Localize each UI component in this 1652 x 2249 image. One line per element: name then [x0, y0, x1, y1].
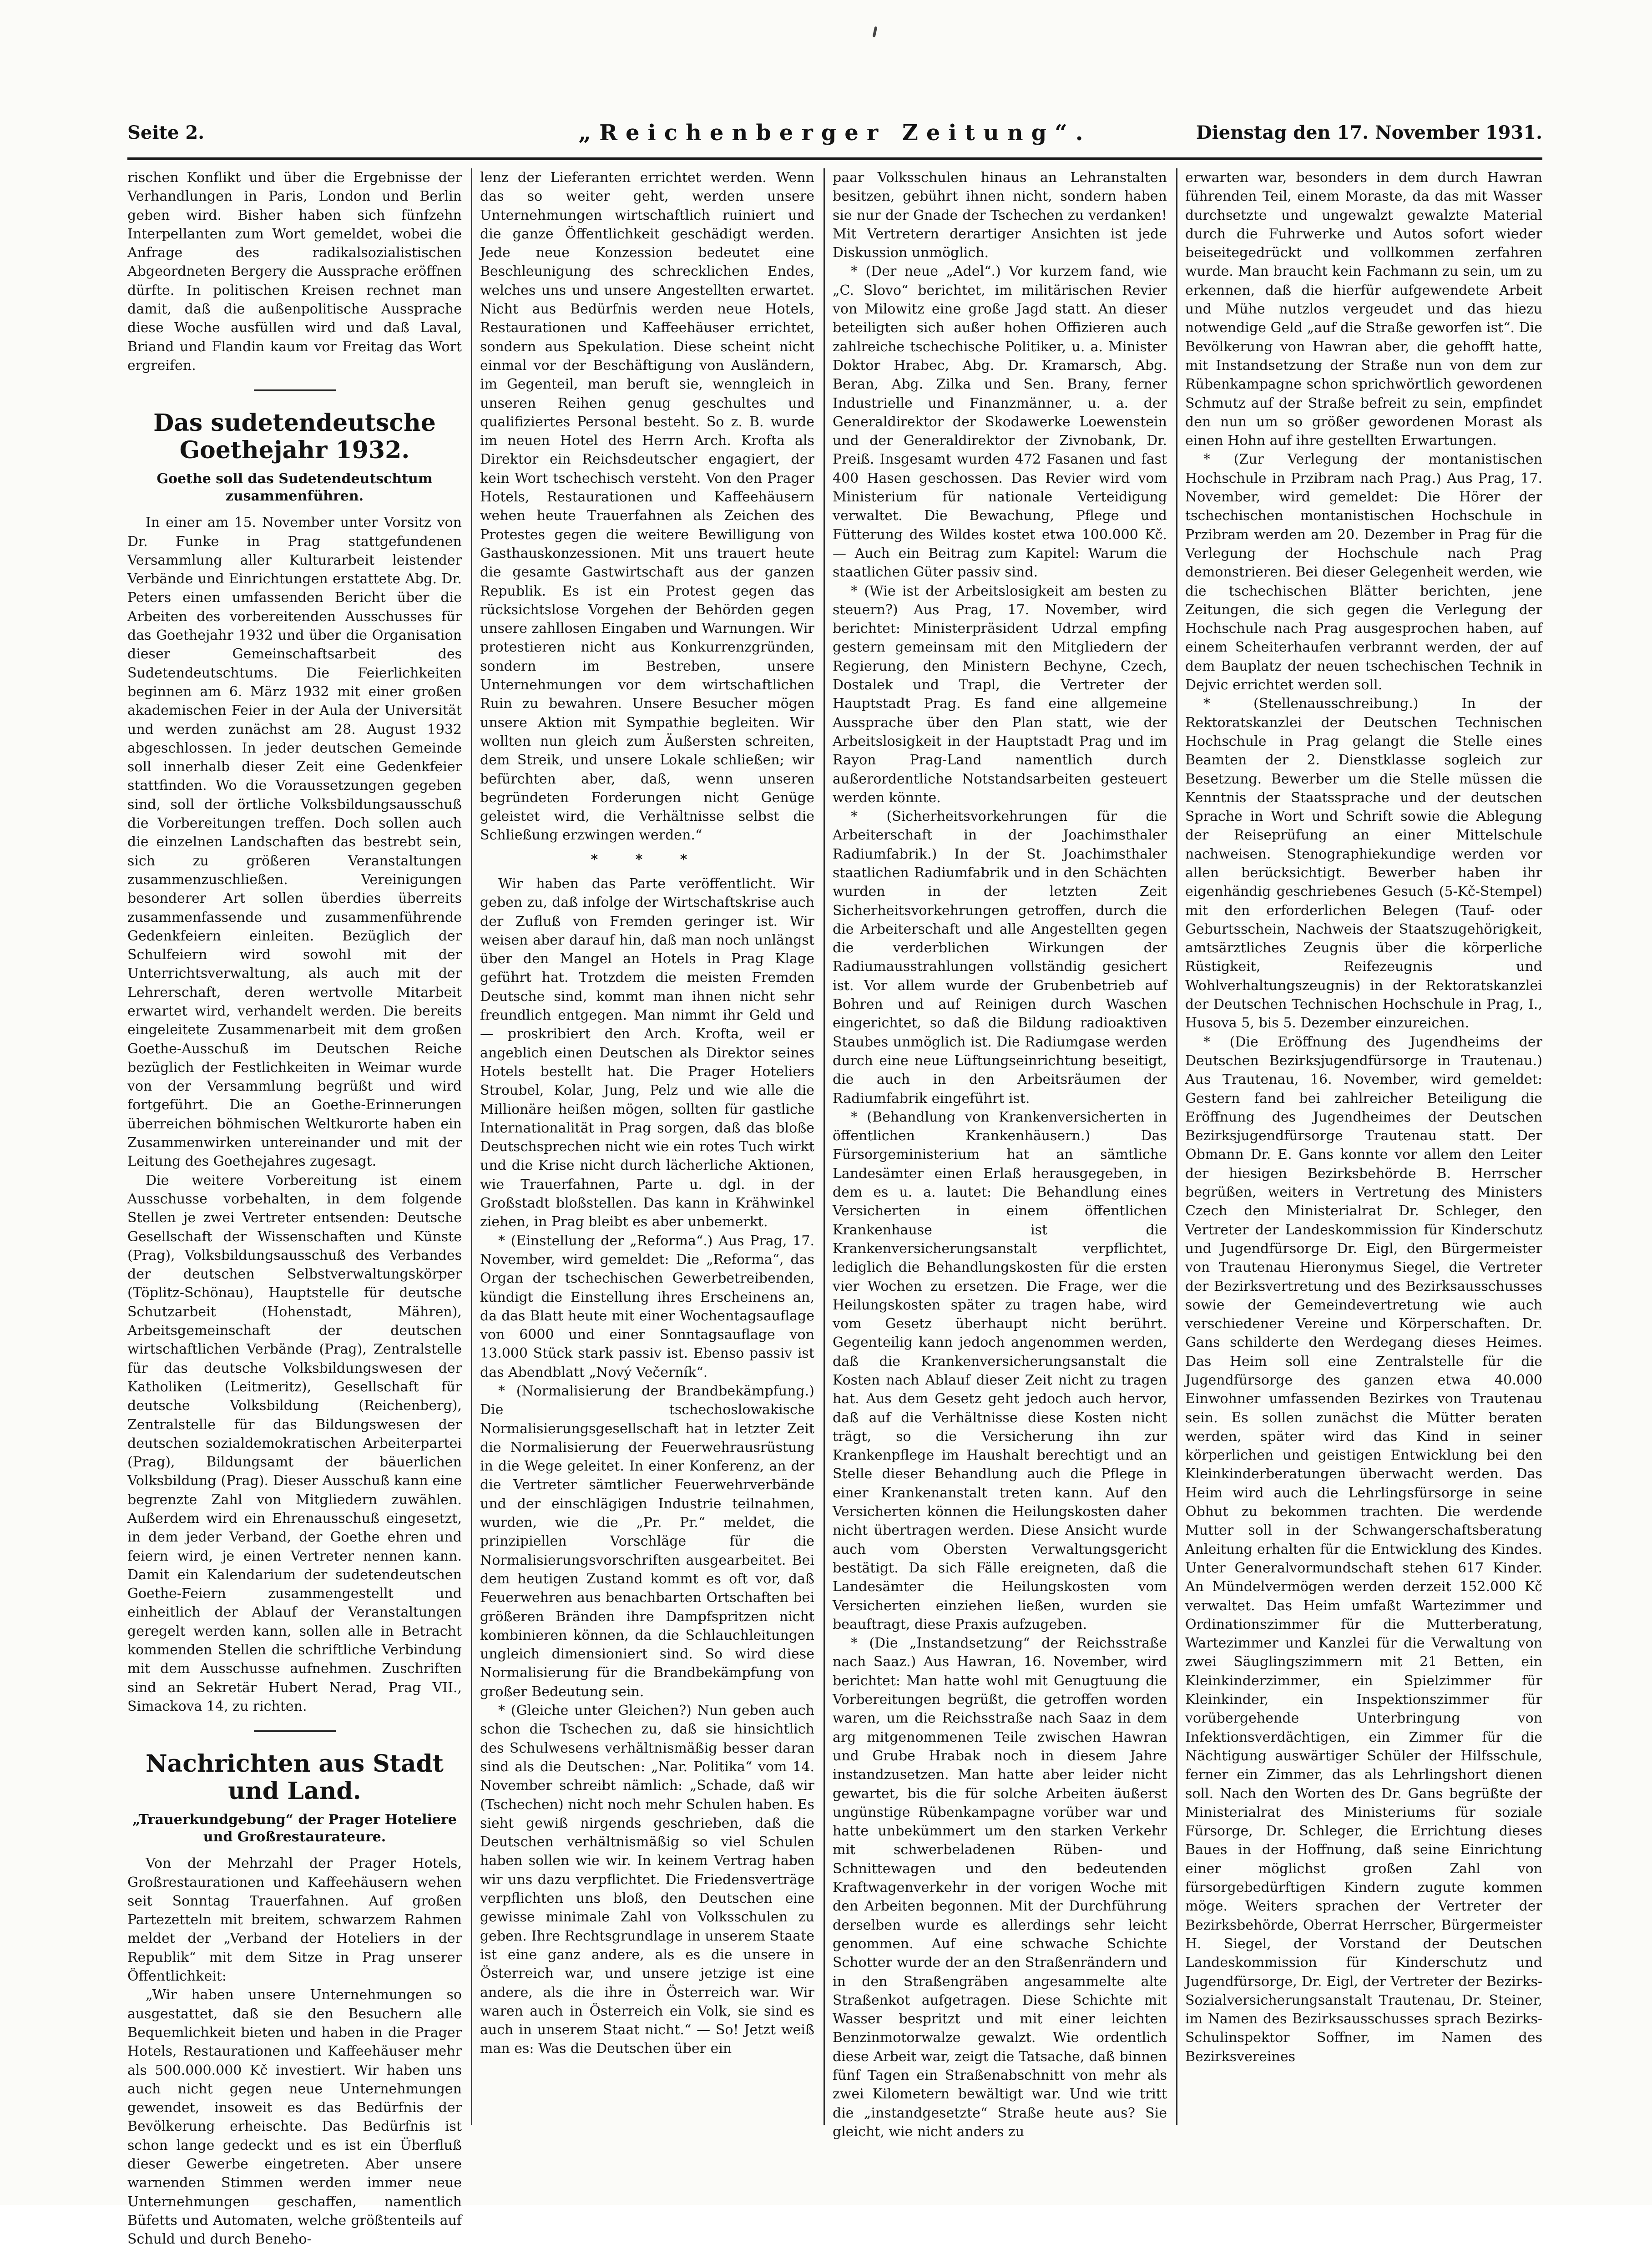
column-rule	[471, 168, 472, 2125]
article-subheading-goethe: Goethe soll das Sudetendeutschtum zusammenführen.	[157, 471, 433, 505]
section-heading-nachrichten: Nachrichten aus Stadt und Land.	[146, 1750, 444, 1805]
article-paragraph: In einer am 15. November unter Vorsitz von Dr. Funke in Prag stattgefundenen Versammlung aller Kulturarbeit leistender Verbände und Einrichtungen erstattete Abg. Dr. Peters einen umfassenden Bericht über die Arbeiten des vorbereitenden Ausschusses für das Goethejahr 1932 und über die Organisation dieser Gemeinschaftsarbeit des Sudetendeutschtums. Die Feierlichkeiten beginnen am 6. März 1932 mit einer großen akademischen Feier in der Aula der Universität und werden zunächst am 28. August 1932 abgeschlossen. In jeder deutschen Gemeinde soll innerhalb dieser Zeit eine Gedenkfeier stattfinden. Wo die Voraussetzungen gegeben sind, soll der örtliche Volksbildungsausschuß die Vorbereitungen treffen. Doch sollen auch die einzelnen Landschaften das bestrebt sein, sich zu größeren Veranstaltungen zusammenzuschließen. Vereinigungen besonderer Art sollen überdies überreits zusammenfassende und zusammenführende Gedenkfeiern einleiten. Bezüglich der Schulfeiern wird sowohl mit der Unterrichtsverwaltung, als auch mit der Lehrerschaft, deren wertvolle Mitarbeit erwartet wird, verhandelt werden. Die bereits eingeleitete Zusammenarbeit mit dem großen Goethe-Ausschuß im Deutschen Reiche bezüglich der Festlichkeiten in Weimar wurde von der Versammlung begrüßt und wird fortgeführt. Die an Goethe-Erinnerungen überreichen böhmischen Weltkurorte haben ein Zusammenwirken untereinander und mit der Leitung des Goethejahres zugesagt.	[127, 515, 462, 1170]
news-item-reichsstrasse: * (Die „Instandsetzung“ der Reichsstraße nach Saaz.) Aus Hawran, 16. November, wird berichtet: Man hatte wohl mit Genugtuung die Vorbereitungen begrüßt, die getroffen worden waren, um die Reichsstraße nach Saaz in dem arg mitgenommenen Teile zwischen Hawran und Grube Hrabak noch in diesem Jahre instandzusetzen. Man hatte aber leider nicht gewartet, bis die für solche Arbeiten äußerst ungünstige Rübenkampagne vorüber war und hatte unbekümmert um den starken Verkehr mit schwerbeladenen Rüben- und Schnittewagen und den bedeutenden Kraftwagenverkehr in der vorigen Woche mit den Arbeiten begonnen. Mit der Durchführung derselben wurde es allerdings sehr leicht genommen. Auf eine schwache Schichte Schotter wurde der an den Straßenrändern und in den Straßengräben angesammelte alte Straßenkot aufgetragen. Diese Schichte mit Wasser bespritzt und mit einer leichten Benzinmotorwalze gewalzt. Wie ordentlich diese Arbeit war, zeigt die Tatsache, daß binnen fünf Tagen ein Straßenabschnitt von mehr als zwei Kilometern bewältigt war. Und wie tritt die „instandgesetzte“ Straße heute aus? Sie gleicht, wie nicht anders zu	[833, 1635, 1167, 2140]
column-2	[480, 168, 814, 2125]
news-item-stellenausschreibung: * (Stellenausschreibung.) In der Rektoratskanzlei der Deutschen Technischen Hochschule in Prag gelangt die Stelle eines Beamten der 2. Dienstklasse sogleich zur Besetzung. Bewerber um die Stelle müssen die Kenntnis der Staatssprache und der deutschen Sprache in Wort und Schrift sowie die Ablegung der Reiseprüfung an einer Mittelschule nachweisen. Stenographiekundige werden vor allen berücksichtigt. Bewerber haben ihr eigenhändig geschriebenes Gesuch (5-Kč-Stempel) mit den erforderlichen Belegen (Tauf- oder Geburtsschein, Nachweis der Staatszugehörigkeit, amtsärztliches Zeugnis über die körperliche Rüstigkeit, Reifezeugnis und Wohlverhaltungszeugnis) in der Rektoratskanzlei der Deutschen Technischen Hochschule in Prag, I., Husova 5, bis 5. Dezember einzureichen.	[1185, 696, 1542, 1031]
news-item-brandbekaempfung: * (Normalisierung der Brandbekämpfung.) Die tschechoslowakische Normalisierungsgesellschaft hat in letzter Zeit die Normalisierung der Feuerwehrausrüstung in die Wege geleitet. In einer Konferenz, an der die Vertreter sämtlicher Feuerwehrverbände und der einschlägigen Industrie teilnahmen, wurden, wie die „Pr. Pr.“ meldet, die prinzipiellen Vorschläge für die Normalisierungsvorschriften ausgearbeitet. Bei dem heutigen Zustand kommt es oft vor, daß Feuerwehren aus benachbarten Ortschaften bei größeren Bränden ihre Dampfspritzen nicht kombinieren können, da die Schlauchleitungen ungleich dimensioniert sind. So wird diese Normalisierung für die Brandbekämpfung von großer Bedeutung sein.	[480, 1383, 814, 1700]
stars-divider: * * *	[591, 851, 704, 868]
section-divider	[254, 1730, 336, 1732]
article-heading-goethejahr: Das sudetendeutsche Goethejahr 1932.	[153, 409, 436, 465]
ink-speck	[873, 26, 878, 38]
page-number: Seite 2.	[127, 122, 205, 143]
article-paragraph: Von der Mehrzahl der Prager Hotels, Großrestaurationen und Kaffeehäusern wehen seit Sonntag Trauerfahnen. Auf großen Partezetteln mit breitem, schwarzem Rahmen meldet der „Verband der Hoteliers in der Republik“ mit dem Sitze in Prag unserer Öffentlichkeit:	[127, 1855, 462, 1985]
masthead	[127, 122, 1542, 155]
news-item-hochschule: * (Zur Verlegung der montanistischen Hochschule in Przibram nach Prag.) Aus Prag, 17. November, wird gemeldet: Die Hörer der tschechischen montanistischen Hochschule in Przibram werden am 20. Dezember in Prag für die Verlegung der Hochschule nach Prag demonstrieren. Bei dieser Gelegenheit werden, wie die tschechischen Blätter berichten, jene Zeitungen, die sich gegen die Verlegung der Hochschule nach Prag ausgesprochen haben, auf einem Scheiterhaufen verbrannt werden, der auf dem Bauplatz der neuen tschechischen Technik in Dejvic errichtet werden soll.	[1185, 451, 1542, 693]
news-item-radiumfabrik: * (Sicherheitsvorkehrungen für die Arbeiterschaft in der Joachimsthaler Radiumfabrik.) In der St. Joachimsthaler staatlichen Radiumfabrik und in den Schächten wurden in der letzten Zeit Sicherheitsvorkehrungen getroffen, durch die die Arbeiterschaft und alle Angestellten gegen die verderblichen Wirkungen der Radiumausstrahlungen vollständig gesichert ist. Vor allem wurde der Grubenbetrieb auf Bohren und auf Reinigen durch Waschen eingerichtet, so daß die Bildung radioaktiven Staubes unmöglich ist. Die Radiumgase werden durch eine neue Lüftungseinrichtung beseitigt, die auch in den Arbeitsräumen der Radiumfabrik eingeführt ist.	[833, 809, 1167, 1107]
article-subheading-trauerkundgebung: „Trauerkundgebung“ der Prager Hoteliere und Großrestaurateure.	[132, 1812, 457, 1845]
news-item-adel: * (Der neue „Adel“.) Vor kurzem fand, wie „C. Slovo“ berichtet, im militärischen Revier von Milowitz eine große Jagd statt. An dieser beteiligten sich außer hohen Offizieren auch zahlreiche tschechische Politiker, u. a. Minister Doktor Hrabec, Abg. Dr. Kramarsch, Abg. Beran, Abg. Zilka und Sen. Brany, ferner Industrielle und Finanzmänner, u. a. der Generaldirektor der Skodawerke Loewenstein und der Generaldirektor der Zivnobank, Dr. Preiß. Insgesamt wurden 472 Fasanen und fast 400 Hasen geschossen. Das Revier wird vom Ministerium für nationale Verteidigung verwaltet. Die Bewachung, Pflege und Fütterung des Wildes kostet etwa 100.000 Kč. — Auch ein Beitrag zum Kapitel: Warum die staatlichen Güter passiv sind.	[833, 263, 1167, 581]
masthead-rule	[127, 157, 1542, 160]
article-continuation: paar Volksschulen hinaus an Lehranstalten besitzen, gebührt ihnen nicht, sondern haben sie nur der Gnade der Tschechen zu verdanken! Mit Vertretern derartiger Ansichten ist jede Diskussion unmöglich.	[833, 170, 1167, 261]
news-item-gleiche: * (Gleiche unter Gleichen?) Nun geben auch schon die Tschechen zu, daß sie hinsichtlich des Schulwesens verhältnismäßig besser daran sind als die Deutschen: „Nar. Politika“ vom 14. November schreibt nämlich: „Schade, daß wir (Tschechen) nicht noch mehr Schulen haben. Es sieht gewiß nirgends geschrieben, daß die Deutschen verhältnismäßig so viel Schulen haben sollen wie wir. In keinem Vertrag haben wir uns dazu verpflichtet. Die Friedensverträge verpflichten uns bloß, den Deutschen eine gewisse minimale Zahl von Volksschulen zu geben. Ihre Rechtsgrundlage in unserem Staate ist eine ganz andere, als es die unsere in Österreich war, und unsere jetzige ist eine andere, als die ihre in Österreich war. Wir waren auch in Österreich ein Volk, sie sind es auch in unserem Staat nicht.“ — So! Jetzt weiß man es: Was die Deutschen über ein	[480, 1703, 814, 2057]
article-paragraph: „Wir haben unsere Unternehmungen so ausgestattet, daß sie den Besuchern alle Bequemlichkeit bieten und haben in die Prager Hotels, Restaurationen und Kaffeehäuser mehr als 500.000.000 Kč investiert. Wir haben uns auch nicht gegen neue Unternehmungen gewendet, insoweit es das Bedürfnis der Bevölkerung erheischte. Das Bedürfnis ist schon lange gedeckt und es ist ein Überfluß dieser Gewerbe eingetreten. Aber unsere warnenden Stimmen werden immer neue Unternehmungen geschaffen, namentlich Büfetts und Automaten, welche größtenteils auf Schuld und durch Beneho-	[127, 1987, 462, 2248]
article-continuation: erwarten war, besonders in dem durch Hawran führenden Teil, einem Moraste, da das mit Wasser durchsetzte und ungewalzt gewalzte Material durch die Fuhrwerke und Autos sofort wieder beiseitegedrückt und vollkommen zerfahren wurde. Man braucht kein Fachmann zu sein, um zu erkennen, daß die hierfür aufgewendete Arbeit und Mühe nutzlos vergeudet und das hiezu notwendige Geld „auf die Straße geworfen ist“. Die Bevölkerung von Hawran aber, die gehofft hatte, mit Instandsetzung der Straße nun von dem zur Rübenkampagne schon sprichwörtlich gewordenen Schmutz auf der Straße befreit zu sein, empfindet den nun um so größer gewordenen Morast als einen Hohn auf ihre gestellten Erwartungen.	[1185, 170, 1542, 449]
column-rule	[1176, 168, 1177, 2125]
column-1	[127, 168, 462, 2248]
article-paragraph: Die weitere Vorbereitung ist einem Ausschusse vorbehalten, in dem folgende Stellen je zwei Vertreter entsenden: Deutsche Gesellschaft der Wissenschaften und Künste (Prag), Volksbildungsausschuß des Verbandes der deutschen Selbstverwaltungskörper (Töplitz-Schönau), Hauptstelle für deutsche Schutzarbeit (Hohenstadt, Mähren), Arbeitsgemeinschaft der deutschen wirtschaftlichen Verbände (Prag), Zentralstelle für das deutsche Volksbildungswesen der Katholiken (Leitmeritz), Gesellschaft für deutsche Volksbildung (Reichenberg), Zentralstelle für das Bildungswesen der deutschen sozialdemokratischen Arbeiterpartei (Prag), Bildungsamt der bäuerlichen Volksbildung (Prag). Dieser Ausschuß kann eine begrenzte Zahl von Mitgliedern zuwählen. Außerdem wird ein Ehrenausschuß eingesetzt, in dem jeder Verband, der Goethe ehren und feiern wird, je einen Vertreter nennen kann. Damit ein Kalendarium der sudetendeutschen Goethe-Feiern zusammengestellt und einheitlich der Ablauf der Veranstaltungen geregelt werden kann, sollen alle in Betracht kommenden Stellen die schriftliche Verbindung mit dem Ausschusse aufnehmen. Zuschriften sind an Sekretär Hubert Nerad, Prag VII., Simackova 14, zu richten.	[127, 1172, 462, 1714]
article-continuation: rischen Konflikt und über die Ergebnisse der Verhandlungen in Paris, London und Berlin geben wird. Bisher haben sich fünfzehn Interpellanten zum Wort gemeldet, wobei die Anfrage des radikalsozialistischen Abgeordneten Bergery die Aussprache eröffnen dürfte. In politischen Kreisen rechnet man damit, daß die außenpolitische Aussprache diese Woche ausfüllen wird und daß Laval, Briand und Flandin kaum vor Freitag das Wort ergreifen.	[127, 170, 462, 374]
section-divider	[254, 389, 336, 391]
news-item-arbeitslosigkeit: * (Wie ist der Arbeitslosigkeit am besten zu steuern?) Aus Prag, 17. November, wird berichtet: Ministerpräsident Udrzal empfing gestern gemeinsam mit den Mitgliedern der Regierung, den Ministern Bechyne, Czech, Dostalek und Trapl, die Vertreter der Hauptstadt Prag. Es fand eine allgemeine Aussprache über den Plan statt, wie der Arbeitslosigkeit in der Hauptstadt Prag und im Rayon Prag-Land namentlich durch außerordentliche Notstandsarbeiten gesteuert werden könnte.	[833, 583, 1167, 806]
column-4	[1185, 168, 1542, 2125]
column-rule	[823, 168, 825, 2125]
newspaper-title: „Reichenberger Zeitung“.	[578, 120, 1091, 146]
news-item-jugendheim: * (Die Eröffnung des Jugendheims der Deutschen Bezirksjugendfürsorge in Trautenau.) Aus Trautenau, 16. November, wird gemeldet: Gestern fand bei zahlreicher Beteiligung die Eröffnung des Jugendheimes der Deutschen Bezirksjugendfürsorge Trautenau statt. Der Obmann Dr. E. Gans konnte vor allem den Leiter der hiesigen Bezirksbehörde B. Herrscher begrüßen, weiters in Vertretung des Ministers Czech den Ministerialrat Dr. Schleger, den Vertreter der Landeskommission für Kinderschutz und Jugendfürsorge Dr. Eigl, den Bürgermeister von Trautenau Hieronymus Siegel, die Vertreter der Bezirksvertretung und des Bezirksausschusses sowie der Gemeindevertretung wie auch verschiedener Vereine und Körperschaften. Dr. Gans schilderte den Werdegang dieses Heimes. Das Heim soll eine Zentralstelle für die Jugendfürsorge des ganzen etwa 40.000 Einwohner umfassenden Bezirkes von Trautenau sein. Es sollen zunächst die Mütter beraten werden, später wird das Kind in seiner körperlichen und geistigen Entwicklung bei den Kleinkinderberatungen überwacht werden. Das Heim wird auch die Lehrlingsfürsorge in seine Obhut zu bekommen trachten. Die werdende Mutter soll in der Schwangerschaftsberatung Anleitung erhalten für die Entwicklung des Kindes. Unter Generalvormundschaft stehen 617 Kinder. An Mündelvermögen werden derzeit 152.000 Kč verwaltet. Das Heim umfaßt Wartezimmer und Ordinationszimmer für die Mutterberatung, Wartezimmer und Kanzlei für die Verwaltung von zwei Säuglingszimmern mit 21 Betten, ein Kleinkinderzimmer, ein Spielzimmer für Kleinkinder, ein Inspektionszimmer für vorübergehende Unterbringung von Infektionsverdächtigen, ein Zimmer für die Nächtigung auswärtiger Schüler der Hilfsschule, ferner ein Zimmer, das als Lehrlingshort dienen soll. Nach den Worten des Dr. Gans begrüßte der Ministerialrat des Ministeriums für soziale Fürsorge, Dr. Schleger, die Errichtung dieses Baues in der Hoffnung, daß seine Einrichtung einer möglichst großen Zahl von fürsorgebedürftigen Kindern zugute kommen möge. Weiters sprachen der Vertreter der Bezirksbehörde, Oberrat Herrscher, Bürgermeister H. Siegel, der Vorstand der Deutschen Landeskommission für Kinderschutz und Jugendfürsorge, Dr. Eigl, der Vertreter der Bezirks-Sozialversicherungsanstalt Trautenau, Dr. Steiner, im Namen des Bezirksausschusses sprach Bezirks-Schulinspektor Soffner, im Namen des Bezirksvereines	[1185, 1034, 1542, 2065]
news-item-reforma: * (Einstellung der „Reforma“.) Aus Prag, 17. November, wird gemeldet: Die „Reforma“, das Organ der tschechischen Gewerbetreibenden, kündigt die Einstellung ihres Erscheinens an, da das Blatt heute mit einer Wochentagsauflage von 6000 und einer Sonntagsauflage von 13.000 Stück stark passiv ist. Ebenso passiv ist das Abendblatt „Nový Večerník“.	[480, 1233, 814, 1380]
news-item-krankenversicherte: * (Behandlung von Krankenversicherten in öffentlichen Krankenhäusern.) Das Fürsorgeministerium hat an sämtliche Landesämter einen Erlaß herausgegeben, in dem es u. a. lautet: Die Behandlung eines Versicherten in einem öffentlichen Krankenhause ist die Krankenversicherungsanstalt verpflichtet, lediglich die Behandlungskosten für die ersten vier Wochen zu ersetzen. Die Frage, wer die Heilungskosten später zu tragen habe, wird vom Gesetz überhaupt nicht berührt. Gegenteilig kann jedoch angenommen werden, daß die Krankenversicherungsanstalt die Kosten nach Ablauf dieser Zeit nicht zu tragen hat. Aus dem Gesetz geht jedoch auch hervor, daß auf die Verhältnisse diese Kosten nicht trägt, so die Versicherung ihn zur Krankenpflege im Haushalt berechtigt und an Stelle dieser Behandlung auch die Pflege in einer Krankenanstalt treten kann. Auf den Versicherten können die Heilungskosten daher nicht übertragen werden. Diese Ansicht wurde auch vom Obersten Verwaltungsgericht bestätigt. Da sich Fälle ereigneten, daß die Landesämter die Heilungskosten vom Versicherten einziehen ließen, wurden sie beauftragt, diese Praxis aufzugeben.	[833, 1109, 1167, 1632]
column-3	[833, 168, 1167, 2140]
article-continuation: lenz der Lieferanten errichtet werden. Wenn das so weiter geht, werden unsere Unternehmungen wirtschaftlich ruiniert und die ganze Öffentlichkeit geschädigt werden. Jede neue Konzession bedeutet eine Beschleunigung des schrecklichen Endes, welches uns und unsere Angestellten erwartet. Nicht aus Bedürfnis werden neue Hotels, Restaurationen und Kaffeehäuser errichtet, sondern aus Spekulation. Diese scheint nicht einmal vor der Beschäftigung von Ausländern, im Gegenteil, man beruft sie, wenngleich in unseren Reihen genug geschultes und qualifiziertes Personal besteht. So z. B. wurde im neuen Hotel des Herrn Arch. Krofta als Direktor ein Reichsdeutscher engagiert, der kein Wort tschechisch versteht. Von den Prager Hotels, Restaurationen und Kaffeehäusern wehen heute Trauerfahnen als Zeichen des Protestes gegen die weitere Bewilligung von Gasthauskonzessionen. Mit uns trauert heute die gesamte Gastwirtschaft aus der ganzen Republik. Es ist ein Protest gegen das rücksichtslose Vorgehen der Behörden gegen unsere zahllosen Eingaben und Warnungen. Wir protestieren nicht aus Konkurrenzgründen, sondern im Bestreben, unsere Unternehmungen vor dem wirtschaftlichen Ruin zu bewahren. Unsere Besucher mögen unsere Aktion mit Sympathie begleiten. Wir wollten nun gleich zum Äußersten schreiten, dem Streik, und unsere Lokale schließen; wir befürchten aber, daß, wenn unseren begründeten Forderungen nicht Genüge geleistet wird, die Verhältnisse selbst die Schließung erzwingen werden.“	[480, 170, 814, 844]
article-paragraph: Wir haben das Parte veröffentlicht. Wir geben zu, daß infolge der Wirtschaftskrise auch der Zufluß von Fremden geringer ist. Wir weisen aber darauf hin, daß man noch unlängst über den Mangel an Hotels in Prag Klage geführt hat. Trotzdem die meisten Fremden Deutsche sind, kommt man ihnen nicht sehr freundlich entgegen. Man nimmt ihr Geld und — proskribiert den Arch. Krofta, weil er angeblich einen Deutschen als Direktor seines Hotels bestellt hat. Die Prager Hoteliers Stroubel, Kolar, Jung, Pelz und wie alle die Millionäre heißen mögen, sollten für gastliche Internationalität in Prag sorgen, daß das bloße Deutschsprechen nicht wie ein rotes Tuch wirkt und die Krise nicht durch lächerliche Aktionen, wie Trauerfahnen, Parte u. dgl. in der Großstadt bloßstellen. Das kann in Krähwinkel ziehen, in Prag bleibt es aber unbemerkt.	[480, 875, 814, 1230]
issue-date: Dienstag den 17. November 1931.	[1196, 122, 1542, 143]
